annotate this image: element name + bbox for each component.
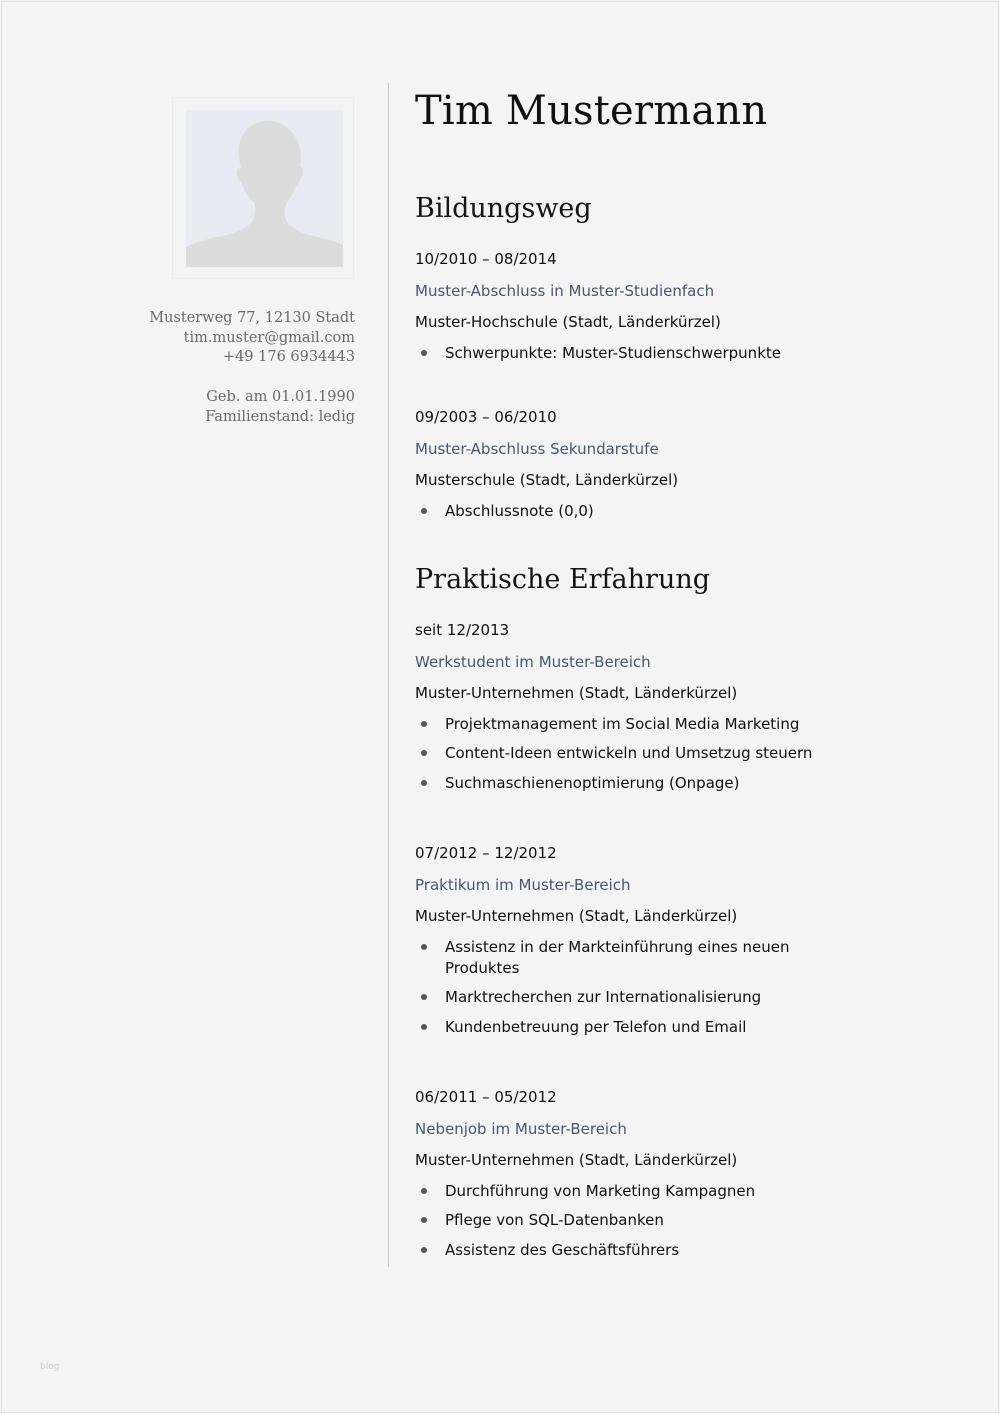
email: tim.muster@gmail.com	[183, 329, 355, 346]
bullet-icon	[421, 994, 427, 1000]
bullet-item: Suchmaschienenoptimierung (Onpage)	[415, 773, 855, 794]
education-entry	[415, 402, 855, 530]
section-title-education: Bildungsweg	[415, 193, 592, 224]
entry-bullets	[415, 714, 855, 794]
entry-organization: Muster-Unternehmen (Stadt, Länderkürzel)	[415, 1151, 738, 1169]
entry-bullets	[415, 501, 855, 522]
entry-organization: Muster-Unternehmen (Stadt, Länderkürzel)	[415, 684, 738, 702]
personal-info-block	[100, 388, 355, 427]
entry-date: 10/2010 – 08/2014	[415, 250, 557, 268]
bullet-icon	[421, 1024, 427, 1030]
section-title-experience: Praktische Erfahrung	[415, 564, 711, 595]
entry-date: 06/2011 – 05/2012	[415, 1088, 557, 1106]
bullet-icon	[421, 750, 427, 756]
candidate-name: Tim Mustermann	[415, 88, 768, 134]
bullet-icon	[421, 944, 427, 950]
bullet-item: Assistenz in der Markteinführung eines neuen Produktes	[415, 937, 855, 979]
entry-date: 09/2003 – 06/2010	[415, 408, 557, 426]
entry-role: Muster-Abschluss in Muster-Studienfach	[415, 281, 715, 300]
entry-role: Praktikum im Muster-Bereich	[415, 875, 631, 894]
entry-role: Muster-Abschluss Sekundarstufe	[415, 439, 659, 458]
entry-role: Nebenjob im Muster-Bereich	[415, 1119, 627, 1138]
bullet-icon	[421, 350, 427, 356]
experience-entry	[415, 1082, 855, 1269]
entry-organization: Muster-Hochschule (Stadt, Länderkürzel)	[415, 313, 721, 331]
address: Musterweg 77, 12130 Stadt	[149, 310, 355, 326]
profile-photo-placeholder	[186, 110, 343, 267]
bullet-item: Content-Ideen entwickeln und Umsetzug steuern	[415, 743, 855, 764]
bullet-item: Durchführung von Marketing Kampagnen	[415, 1181, 855, 1202]
entry-bullets	[415, 343, 855, 364]
entry-date: 07/2012 – 12/2012	[415, 844, 557, 862]
experience-entry	[415, 615, 855, 802]
bullet-item: Schwerpunkte: Muster-Studienschwerpunkte	[415, 343, 855, 364]
bullet-icon	[421, 1217, 427, 1223]
bullet-item: Projektmanagement im Social Media Marketing	[415, 714, 855, 735]
entry-organization: Musterschule (Stadt, Länderkürzel)	[415, 471, 679, 489]
bullet-icon	[421, 1188, 427, 1194]
marital-status: Familienstand: ledig	[205, 408, 355, 425]
entry-date: seit 12/2013	[415, 621, 510, 639]
bullet-icon	[421, 1247, 427, 1253]
bullet-icon	[421, 721, 427, 727]
bullet-item: Marktrecherchen zur Internationalisierung	[415, 987, 855, 1008]
education-entry	[415, 244, 855, 372]
bullet-item: Kundenbetreuung per Telefon und Email	[415, 1017, 855, 1038]
bullet-item: Assistenz des Geschäftsführers	[415, 1240, 855, 1261]
phone: +49 176 6934443	[222, 349, 355, 365]
contact-block	[100, 309, 355, 368]
bullet-icon	[421, 780, 427, 786]
bullet-item: Abschlussnote (0,0)	[415, 501, 855, 522]
experience-entry	[415, 838, 855, 1046]
entry-bullets	[415, 1181, 855, 1261]
bullet-icon	[421, 508, 427, 514]
profile-photo-frame	[172, 97, 354, 279]
entry-role: Werkstudent im Muster-Bereich	[415, 652, 651, 671]
vertical-divider	[388, 83, 389, 1267]
watermark: blog	[40, 1362, 60, 1372]
entry-organization: Muster-Unternehmen (Stadt, Länderkürzel)	[415, 907, 738, 925]
person-silhouette-icon	[186, 110, 343, 267]
bullet-item: Pflege von SQL-Datenbanken	[415, 1210, 855, 1231]
birth-date: Geb. am 01.01.1990	[206, 389, 355, 405]
entry-bullets	[415, 937, 855, 1038]
